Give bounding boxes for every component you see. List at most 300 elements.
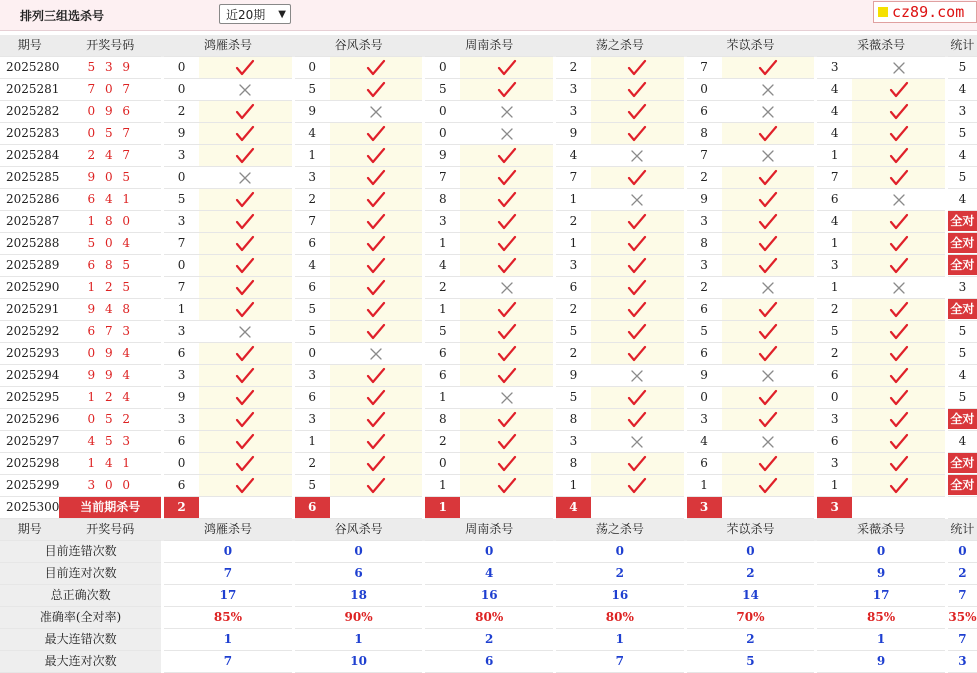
result-mark-cell: [199, 475, 292, 497]
empty-cell: [722, 497, 815, 519]
kill-number-cell: 6: [817, 365, 852, 387]
issue-cell: 2025287: [0, 211, 59, 233]
kill-number-cell: 3: [425, 211, 460, 233]
kill-number-cell: 8: [556, 453, 591, 475]
result-mark-cell: [591, 79, 684, 101]
result-mark-cell: [852, 123, 945, 145]
cross-icon: [889, 191, 909, 209]
table-row: [0, 145, 977, 167]
cross-icon: [889, 279, 909, 297]
result-mark-cell: [330, 387, 423, 409]
kill-number-cell: 0: [425, 453, 460, 475]
kill-number-cell: 7: [164, 277, 199, 299]
summary-value: 9: [817, 651, 945, 673]
kill-number-cell: 3: [687, 211, 722, 233]
kill-number-cell: 6: [295, 387, 330, 409]
table-row: [0, 409, 977, 431]
table-header-row: [0, 519, 977, 541]
check-icon: [366, 169, 386, 187]
kill-number-cell: 0: [164, 255, 199, 277]
check-icon: [758, 191, 778, 209]
result-mark-cell: [852, 233, 945, 255]
kill-number-cell: 1: [295, 145, 330, 167]
result-mark-cell: [591, 233, 684, 255]
summary-value: 9: [817, 563, 945, 585]
draw-number-cell: 1 4 1: [59, 453, 161, 475]
stat-cell: 5: [948, 57, 977, 79]
kill-number-cell: 2: [687, 167, 722, 189]
kill-number-cell: 3: [556, 431, 591, 453]
kill-number-cell: 3: [556, 79, 591, 101]
kill-number-cell: 4: [817, 211, 852, 233]
result-mark-cell: [852, 211, 945, 233]
table-row: [0, 57, 977, 79]
result-mark-cell: [591, 365, 684, 387]
issue-cell: 2025299: [0, 475, 59, 497]
all-correct-badge: 全对: [948, 211, 977, 231]
kill-number-cell: 1: [164, 299, 199, 321]
check-icon: [497, 433, 517, 451]
kill-number-cell: 6: [687, 299, 722, 321]
kill-number-cell: 9: [556, 123, 591, 145]
check-icon: [627, 257, 647, 275]
check-icon: [758, 477, 778, 495]
result-mark-cell: [591, 431, 684, 453]
summary-value: 1: [817, 629, 945, 651]
check-icon: [627, 301, 647, 319]
check-icon: [889, 257, 909, 275]
check-icon: [235, 103, 255, 121]
result-mark-cell: [330, 475, 423, 497]
check-icon: [497, 191, 517, 209]
issue-cell: 2025280: [0, 57, 59, 79]
result-mark-cell: [722, 409, 815, 431]
kill-number-cell: 3: [687, 255, 722, 277]
kill-number-cell: 2: [425, 277, 460, 299]
table-row: [0, 321, 977, 343]
kill-number-cell: 5: [687, 321, 722, 343]
cross-icon: [366, 103, 386, 121]
cross-icon: [758, 81, 778, 99]
check-icon: [758, 257, 778, 275]
result-mark-cell: [330, 79, 423, 101]
summary-value: 1: [556, 629, 684, 651]
stat-cell: 4: [948, 431, 977, 453]
check-icon: [497, 147, 517, 165]
kill-number-cell: 8: [556, 409, 591, 431]
result-mark-cell: [852, 145, 945, 167]
result-mark-cell: [591, 211, 684, 233]
kill-number-cell: 2: [556, 211, 591, 233]
header-expert-3: 荡之杀号: [556, 519, 684, 541]
kill-number-cell: 6: [164, 475, 199, 497]
kill-number-cell: 0: [687, 79, 722, 101]
kill-number-cell: 6: [164, 431, 199, 453]
kill-number-cell: 2: [556, 343, 591, 365]
cross-icon: [758, 433, 778, 451]
current-issue-cell: 2025300: [0, 497, 59, 519]
kill-number-cell: 3: [556, 255, 591, 277]
summary-value: 6: [295, 563, 423, 585]
kill-number-cell: 4: [556, 145, 591, 167]
kill-number-cell: 7: [556, 167, 591, 189]
kill-number-cell: 9: [687, 189, 722, 211]
kill-number-cell: 1: [817, 233, 852, 255]
period-select[interactable]: [219, 4, 291, 24]
stat-cell: 4: [948, 145, 977, 167]
result-mark-cell: [460, 343, 553, 365]
draw-number-cell: 9 9 4: [59, 365, 161, 387]
kill-number-cell: 3: [556, 101, 591, 123]
summary-value: 16: [425, 585, 553, 607]
stat-cell: [948, 299, 977, 321]
all-correct-badge: 全对: [948, 233, 977, 253]
empty-cell: [948, 497, 977, 519]
stat-cell: 3: [948, 101, 977, 123]
current-kill-cell: 6: [295, 497, 330, 519]
summary-value: 0: [164, 541, 292, 563]
check-icon: [627, 59, 647, 77]
stat-cell: 5: [948, 343, 977, 365]
result-mark-cell: [722, 123, 815, 145]
result-mark-cell: [852, 255, 945, 277]
kill-number-cell: 6: [556, 277, 591, 299]
draw-number-cell: 9 0 5: [59, 167, 161, 189]
result-mark-cell: [199, 189, 292, 211]
issue-cell: 2025284: [0, 145, 59, 167]
result-mark-cell: [199, 299, 292, 321]
kill-number-cell: 7: [817, 167, 852, 189]
cross-icon: [497, 389, 517, 407]
table-row: [0, 453, 977, 475]
kill-number-table: [0, 35, 977, 673]
check-icon: [366, 59, 386, 77]
summary-label: 目前连错次数: [0, 541, 161, 563]
kill-number-cell: 0: [164, 453, 199, 475]
check-icon: [497, 411, 517, 429]
result-mark-cell: [591, 409, 684, 431]
cross-icon: [758, 367, 778, 385]
draw-number-cell: 1 2 5: [59, 277, 161, 299]
summary-label: 最大连错次数: [0, 629, 161, 651]
check-icon: [235, 455, 255, 473]
result-mark-cell: [722, 431, 815, 453]
table-row: [0, 123, 977, 145]
summary-value: 7: [556, 651, 684, 673]
check-icon: [235, 59, 255, 77]
stat-cell: [948, 211, 977, 233]
result-mark-cell: [330, 123, 423, 145]
header-expert-5: 采薇杀号: [817, 519, 945, 541]
check-icon: [889, 323, 909, 341]
result-mark-cell: [852, 453, 945, 475]
check-icon: [758, 389, 778, 407]
issue-cell: 2025281: [0, 79, 59, 101]
cross-icon: [366, 345, 386, 363]
kill-number-cell: 5: [425, 79, 460, 101]
result-mark-cell: [199, 79, 292, 101]
kill-number-cell: 1: [425, 233, 460, 255]
summary-value: 5: [687, 651, 815, 673]
cross-icon: [235, 323, 255, 341]
kill-number-cell: 2: [687, 277, 722, 299]
check-icon: [627, 411, 647, 429]
header-expert-0: 鸿雁杀号: [164, 519, 292, 541]
summary-value: 7: [164, 651, 292, 673]
result-mark-cell: [199, 365, 292, 387]
check-icon: [889, 455, 909, 473]
check-icon: [497, 477, 517, 495]
check-icon: [235, 257, 255, 275]
result-mark-cell: [460, 431, 553, 453]
summary-value: 6: [425, 651, 553, 673]
kill-number-cell: 1: [817, 277, 852, 299]
header-expert-2: 周南杀号: [425, 519, 553, 541]
current-kill-cell: 4: [556, 497, 591, 519]
kill-number-cell: 2: [817, 343, 852, 365]
kill-number-cell: 6: [295, 233, 330, 255]
issue-cell: 2025295: [0, 387, 59, 409]
kill-number-cell: 3: [164, 145, 199, 167]
table-row: [0, 233, 977, 255]
result-mark-cell: [460, 189, 553, 211]
check-icon: [889, 213, 909, 231]
table-row: [0, 101, 977, 123]
table-row: [0, 431, 977, 453]
kill-number-cell: 8: [687, 233, 722, 255]
stat-cell: 4: [948, 79, 977, 101]
check-icon: [497, 169, 517, 187]
kill-number-cell: 4: [295, 255, 330, 277]
summary-value: 2: [556, 563, 684, 585]
kill-number-cell: 7: [687, 57, 722, 79]
check-icon: [627, 345, 647, 363]
summary-stat: 3: [948, 651, 977, 673]
result-mark-cell: [722, 211, 815, 233]
result-mark-cell: [330, 167, 423, 189]
draw-number-cell: 0 5 7: [59, 123, 161, 145]
result-mark-cell: [199, 255, 292, 277]
check-icon: [758, 59, 778, 77]
result-mark-cell: [591, 123, 684, 145]
stat-cell: [948, 475, 977, 497]
header-stat: 统计: [948, 519, 977, 541]
result-mark-cell: [199, 123, 292, 145]
kill-number-cell: 2: [556, 299, 591, 321]
check-icon: [497, 367, 517, 385]
result-mark-cell: [330, 365, 423, 387]
result-mark-cell: [852, 167, 945, 189]
summary-value: 0: [295, 541, 423, 563]
kill-number-cell: 2: [556, 57, 591, 79]
current-kill-cell: 2: [164, 497, 199, 519]
check-icon: [497, 323, 517, 341]
summary-value: 0: [425, 541, 553, 563]
result-mark-cell: [330, 321, 423, 343]
cross-icon: [889, 59, 909, 77]
check-icon: [366, 301, 386, 319]
header-stat: 统计: [948, 35, 977, 57]
kill-number-cell: 5: [295, 475, 330, 497]
issue-cell: 2025294: [0, 365, 59, 387]
kill-number-cell: 2: [164, 101, 199, 123]
kill-number-cell: 2: [425, 431, 460, 453]
check-icon: [627, 455, 647, 473]
draw-number-cell: 1 8 0: [59, 211, 161, 233]
check-icon: [758, 455, 778, 473]
issue-cell: 2025298: [0, 453, 59, 475]
summary-value: 80%: [425, 607, 553, 629]
empty-cell: [330, 497, 423, 519]
check-icon: [758, 169, 778, 187]
table-row: [0, 343, 977, 365]
kill-number-cell: 3: [164, 409, 199, 431]
kill-number-cell: 6: [687, 343, 722, 365]
check-icon: [889, 125, 909, 143]
check-icon: [627, 235, 647, 253]
kill-number-cell: 1: [425, 387, 460, 409]
table-row: [0, 299, 977, 321]
result-mark-cell: [722, 343, 815, 365]
header-expert-1: 谷风杀号: [295, 35, 423, 57]
draw-number-cell: 9 4 8: [59, 299, 161, 321]
check-icon: [627, 103, 647, 121]
summary-value: 2: [425, 629, 553, 651]
kill-number-cell: 6: [817, 189, 852, 211]
kill-number-cell: 0: [817, 387, 852, 409]
result-mark-cell: [852, 343, 945, 365]
stat-cell: [948, 255, 977, 277]
kill-number-cell: 6: [425, 343, 460, 365]
summary-row: [0, 541, 977, 563]
result-mark-cell: [722, 79, 815, 101]
check-icon: [497, 345, 517, 363]
issue-cell: 2025293: [0, 343, 59, 365]
kill-number-cell: 5: [295, 79, 330, 101]
kill-number-cell: 3: [817, 453, 852, 475]
check-icon: [497, 213, 517, 231]
kill-number-cell: 3: [817, 57, 852, 79]
summary-row: [0, 585, 977, 607]
result-mark-cell: [330, 431, 423, 453]
result-mark-cell: [722, 189, 815, 211]
kill-number-cell: 3: [817, 255, 852, 277]
header-number: 开奖号码: [59, 35, 161, 57]
summary-value: 10: [295, 651, 423, 673]
result-mark-cell: [591, 167, 684, 189]
draw-number-cell: 0 9 6: [59, 101, 161, 123]
period-select-value: 近20期: [226, 8, 266, 22]
check-icon: [366, 389, 386, 407]
kill-number-cell: 6: [687, 101, 722, 123]
result-mark-cell: [591, 277, 684, 299]
result-mark-cell: [460, 57, 553, 79]
current-kill-cell: 1: [425, 497, 460, 519]
result-mark-cell: [330, 277, 423, 299]
check-icon: [889, 477, 909, 495]
result-mark-cell: [852, 431, 945, 453]
empty-cell: [460, 497, 553, 519]
kill-number-cell: 2: [295, 189, 330, 211]
kill-number-cell: 1: [687, 475, 722, 497]
result-mark-cell: [591, 145, 684, 167]
draw-number-cell: 4 5 3: [59, 431, 161, 453]
check-icon: [627, 389, 647, 407]
result-mark-cell: [591, 453, 684, 475]
check-icon: [627, 477, 647, 495]
kill-number-cell: 7: [687, 145, 722, 167]
result-mark-cell: [591, 475, 684, 497]
draw-number-cell: 0 5 2: [59, 409, 161, 431]
result-mark-cell: [199, 321, 292, 343]
result-mark-cell: [722, 57, 815, 79]
table-header-row: [0, 35, 977, 57]
result-mark-cell: [852, 79, 945, 101]
header-expert-4: 芣苡杀号: [687, 35, 815, 57]
site-logo[interactable]: [873, 1, 977, 23]
cross-icon: [627, 191, 647, 209]
kill-number-cell: 9: [164, 123, 199, 145]
stat-cell: 5: [948, 123, 977, 145]
header-expert-4: 芣苡杀号: [687, 519, 815, 541]
check-icon: [366, 125, 386, 143]
summary-value: 90%: [295, 607, 423, 629]
result-mark-cell: [199, 211, 292, 233]
header-number: 开奖号码: [59, 519, 161, 541]
kill-number-cell: 7: [295, 211, 330, 233]
kill-number-cell: 4: [817, 101, 852, 123]
kill-number-cell: 1: [295, 431, 330, 453]
result-mark-cell: [330, 211, 423, 233]
result-mark-cell: [591, 255, 684, 277]
kill-number-cell: 3: [164, 365, 199, 387]
logo-text: cz89.com: [892, 3, 965, 21]
kill-number-cell: 3: [164, 321, 199, 343]
result-mark-cell: [330, 453, 423, 475]
cross-icon: [627, 147, 647, 165]
result-mark-cell: [591, 189, 684, 211]
cross-icon: [497, 103, 517, 121]
check-icon: [497, 59, 517, 77]
header-expert-5: 采薇杀号: [817, 35, 945, 57]
check-icon: [235, 411, 255, 429]
check-icon: [889, 103, 909, 121]
kill-number-cell: 5: [164, 189, 199, 211]
check-icon: [497, 455, 517, 473]
summary-value: 70%: [687, 607, 815, 629]
result-mark-cell: [330, 299, 423, 321]
cross-icon: [235, 81, 255, 99]
kill-number-cell: 6: [164, 343, 199, 365]
cross-icon: [235, 169, 255, 187]
result-mark-cell: [330, 343, 423, 365]
kill-number-cell: 9: [556, 365, 591, 387]
result-mark-cell: [852, 365, 945, 387]
check-icon: [758, 235, 778, 253]
issue-cell: 2025286: [0, 189, 59, 211]
kill-number-cell: 3: [817, 409, 852, 431]
result-mark-cell: [722, 365, 815, 387]
result-mark-cell: [199, 101, 292, 123]
kill-number-cell: 6: [425, 365, 460, 387]
kill-number-cell: 8: [425, 409, 460, 431]
draw-number-cell: 3 0 0: [59, 475, 161, 497]
kill-number-cell: 4: [817, 79, 852, 101]
cross-icon: [627, 433, 647, 451]
kill-number-cell: 1: [556, 475, 591, 497]
kill-number-cell: 3: [164, 211, 199, 233]
result-mark-cell: [199, 431, 292, 453]
